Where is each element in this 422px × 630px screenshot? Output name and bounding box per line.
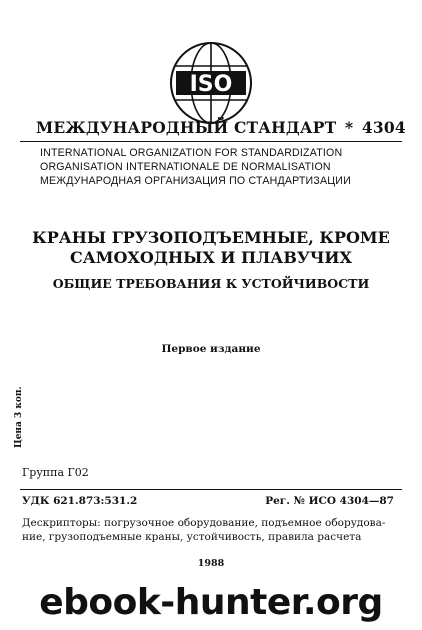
edition: Первое издание — [161, 343, 261, 355]
standard-label: МЕЖДУНАРОДНЫЙ СТАНДАРТ — [36, 118, 337, 137]
divider-bottom — [20, 489, 402, 490]
org-french: ORGANISATION INTERNATIONALE DE NORMALISATION — [40, 161, 331, 173]
descriptors-line2: ние, грузоподъемные краны, устойчивость, правила расчета — [22, 531, 362, 543]
standard-number: 4304 — [361, 118, 406, 137]
udc-code: УДК 621.873:531.2 — [22, 495, 138, 507]
iso-logo-icon — [168, 40, 254, 126]
price-label: Цена 3 коп. — [14, 386, 24, 448]
star-mark: * — [344, 118, 354, 137]
watermark: ebook-hunter.org — [39, 582, 383, 623]
standard-title — [36, 118, 406, 137]
org-russian: МЕЖДУНАРОДНАЯ ОРГАНИЗАЦИЯ ПО СТАНДАРТИЗАЦИИ — [40, 175, 351, 187]
descriptors — [22, 516, 404, 544]
publication-year: 1988 — [197, 558, 225, 569]
doc-title-line2: САМОХОДНЫХ И ПЛАВУЧИХ — [70, 248, 352, 267]
doc-title-line1: КРАНЫ ГРУЗОПОДЪЕМНЫЕ, КРОМЕ — [32, 228, 390, 247]
iso-logo-text: ISO — [189, 72, 233, 97]
divider-top — [20, 141, 402, 142]
org-english: INTERNATIONAL ORGANIZATION FOR STANDARDIZATION — [40, 147, 343, 159]
descriptors-line1: Дескрипторы: погрузочное оборудование, подъемное оборудова- — [22, 517, 386, 529]
registration-number: Рег. № ИСО 4304—87 — [265, 495, 394, 507]
group-label: Группа Г02 — [22, 466, 89, 479]
doc-subtitle: ОБЩИЕ ТРЕБОВАНИЯ К УСТОЙЧИВОСТИ — [52, 276, 370, 291]
